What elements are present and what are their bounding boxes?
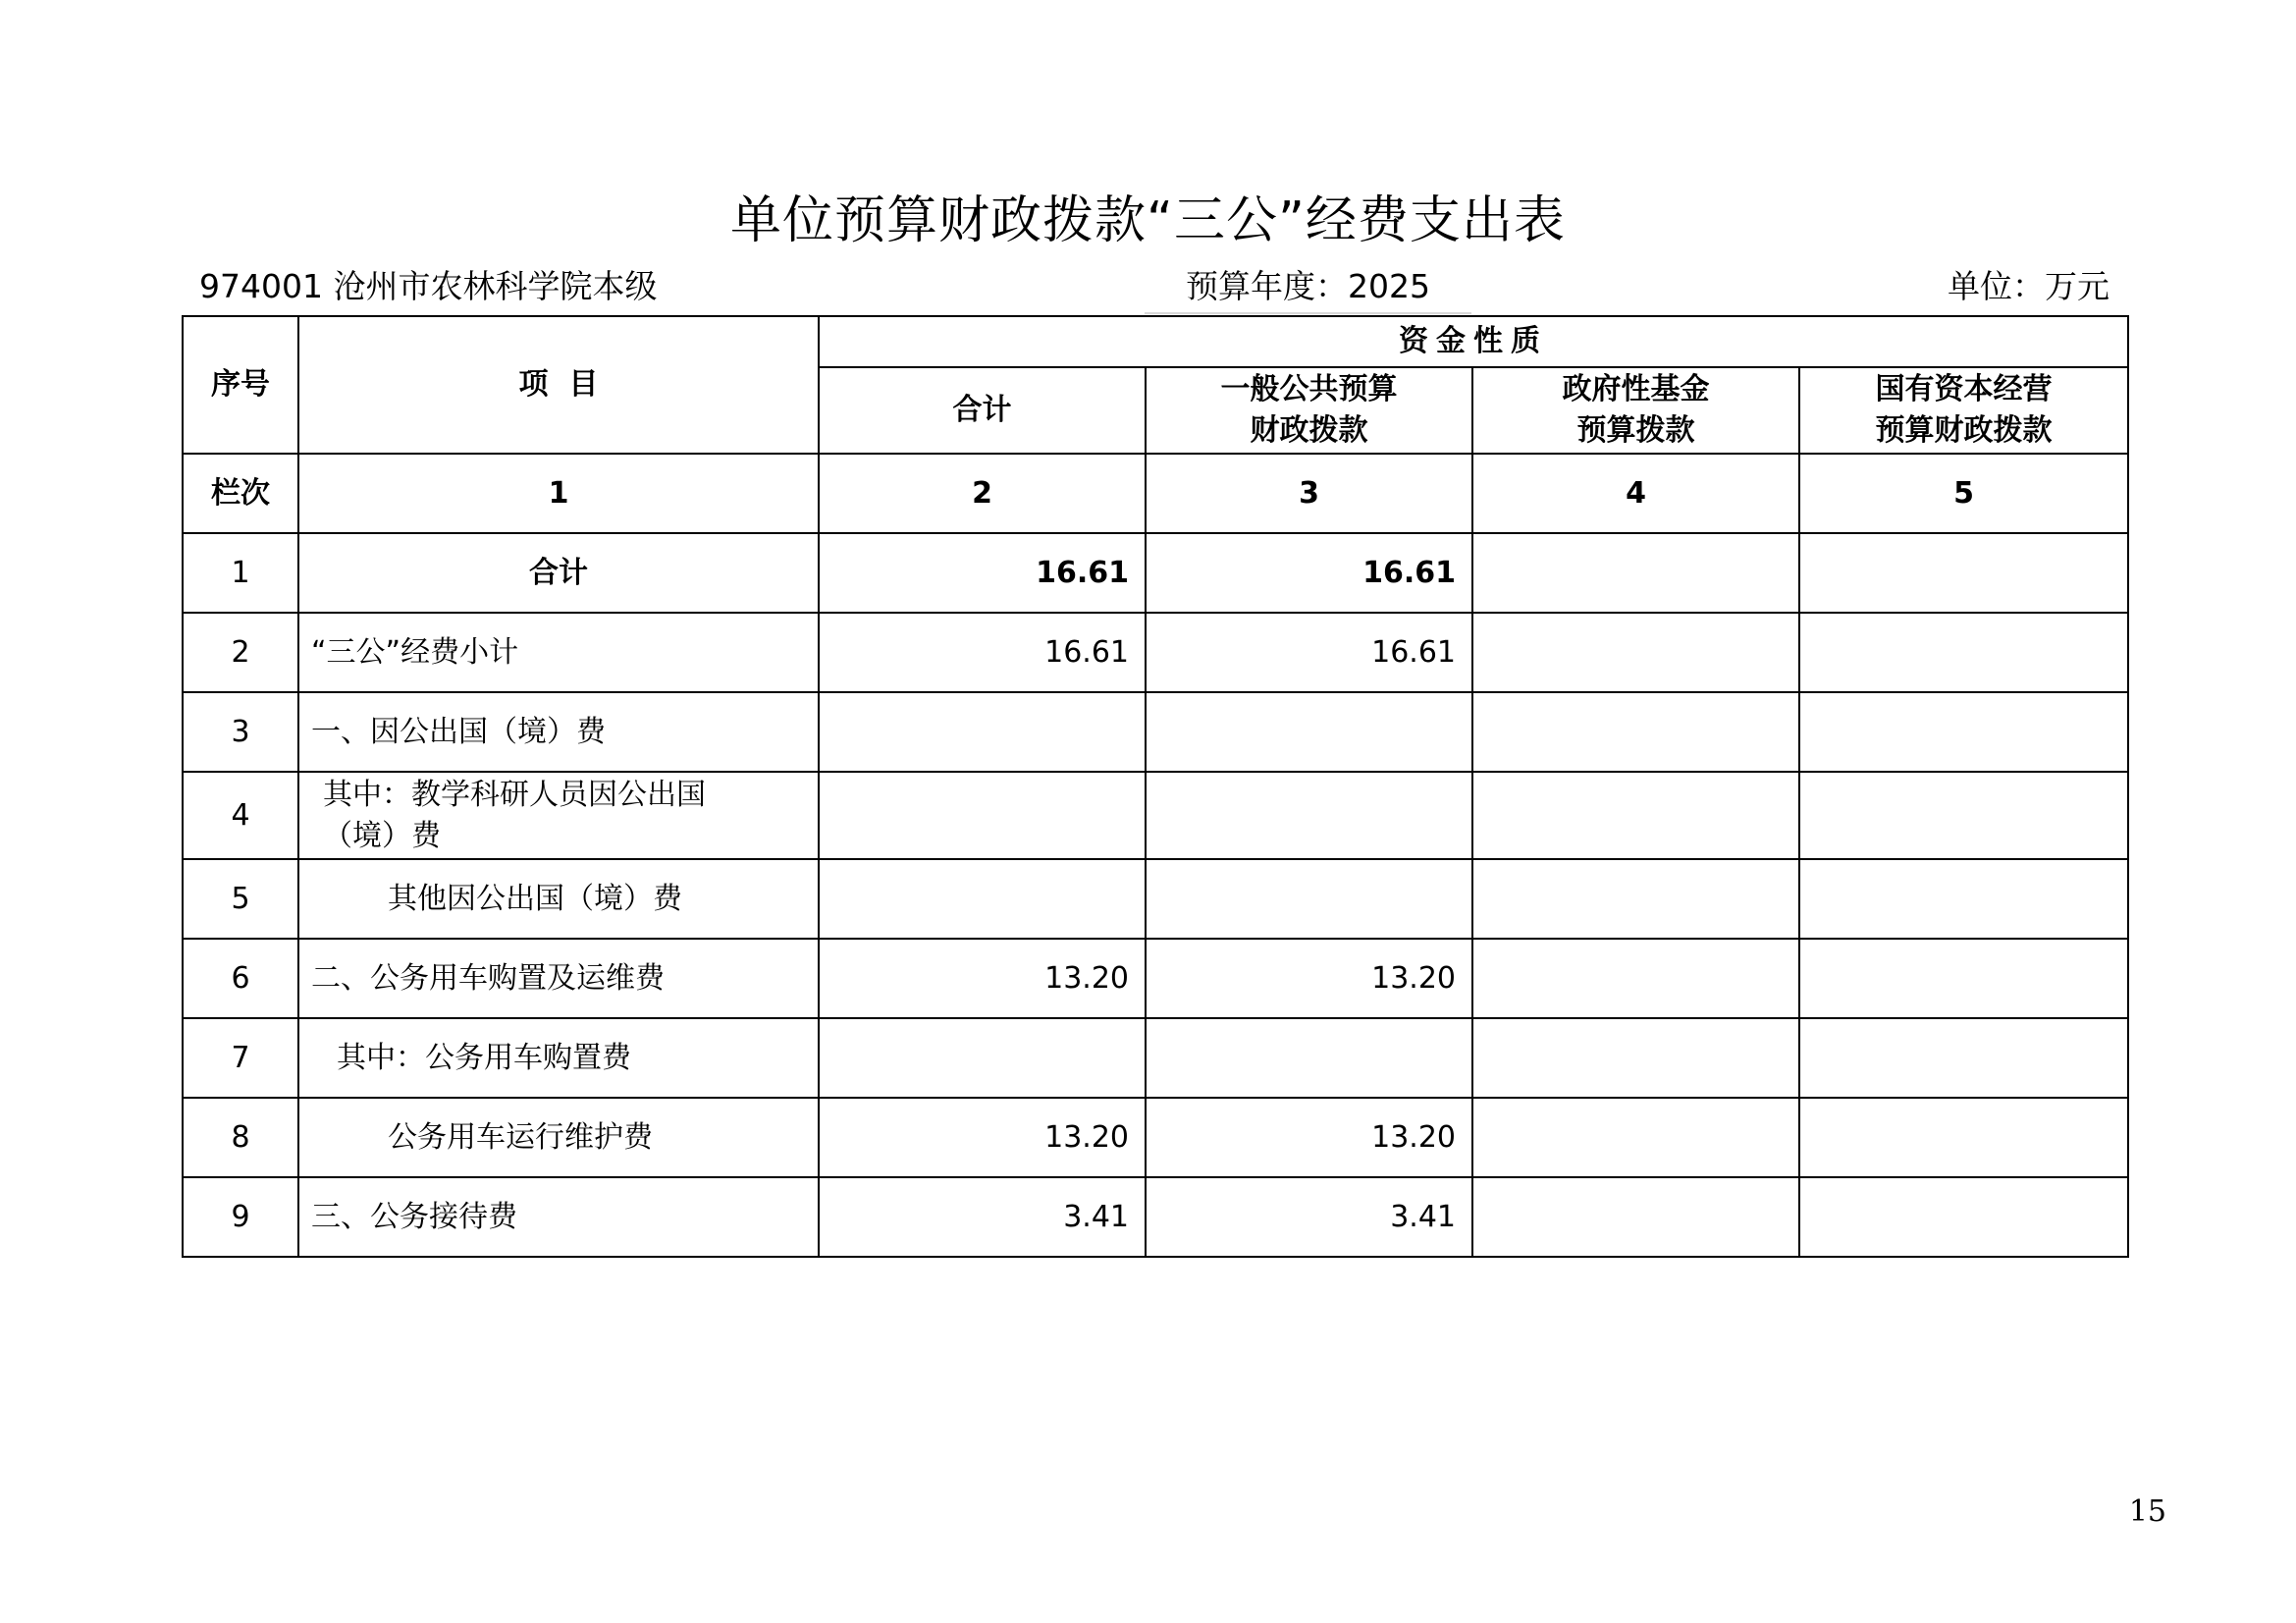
column-index: 5 [1799, 454, 2128, 533]
header-gov-fund [1472, 367, 1799, 454]
row-state-capital [1799, 692, 2128, 772]
row-state-capital [1799, 1098, 2128, 1177]
row-total: 13.20 [819, 939, 1146, 1018]
row-gov-fund [1472, 1098, 1799, 1177]
table-row [183, 613, 2128, 692]
budget-table [182, 315, 2129, 1258]
column-index: 3 [1146, 454, 1472, 533]
row-total: 16.61 [819, 613, 1146, 692]
column-index: 1 [298, 454, 819, 533]
row-gov-fund [1472, 772, 1799, 859]
measure-unit: 单位：万元 [1948, 267, 2109, 305]
row-state-capital [1799, 1018, 2128, 1098]
row-item: 合计 [298, 533, 819, 613]
row-number: 7 [183, 1018, 298, 1098]
row-state-capital [1799, 859, 2128, 939]
header-state-capital-line2: 预算财政拨款 [1875, 413, 2053, 448]
budget-year: 预算年度：2025 [1186, 267, 1430, 305]
row-number: 6 [183, 939, 298, 1018]
header-general-line2: 财政拨款 [1250, 413, 1368, 448]
row-total [819, 1018, 1146, 1098]
row-general-budget [1146, 1018, 1472, 1098]
row-state-capital [1799, 772, 2128, 859]
row-item: 三、公务接待费 [298, 1177, 819, 1257]
row-general-budget: 3.41 [1146, 1177, 1472, 1257]
table-row [183, 939, 2128, 1018]
row-number: 4 [183, 772, 298, 859]
row-general-budget [1146, 859, 1472, 939]
header-general-line1: 一般公共预算 [1220, 372, 1398, 406]
page-title: 单位预算财政拨款“三公”经费支出表 [730, 191, 1566, 250]
table-row [183, 1098, 2128, 1177]
header-seq: 序号 [183, 316, 298, 454]
row-total [819, 692, 1146, 772]
row-item: 一、因公出国（境）费 [298, 692, 819, 772]
row-total [819, 772, 1146, 859]
row-item: 其他因公出国（境）费 [298, 859, 819, 939]
column-index: 4 [1472, 454, 1799, 533]
row-general-budget: 16.61 [1146, 613, 1472, 692]
row-number: 8 [183, 1098, 298, 1177]
row-gov-fund [1472, 613, 1799, 692]
row-gov-fund [1472, 1177, 1799, 1257]
header-gov-fund-line1: 政府性基金 [1562, 372, 1710, 406]
row-general-budget [1146, 772, 1472, 859]
header-fund-nature: 资金性质 [819, 316, 2128, 367]
row-state-capital [1799, 533, 2128, 613]
row-general-budget: 16.61 [1146, 533, 1472, 613]
unit-name: 974001 沧州市农林科学院本级 [199, 267, 658, 305]
column-index-label: 栏次 [183, 454, 298, 533]
row-number: 9 [183, 1177, 298, 1257]
row-item: 其中：公务用车购置费 [298, 1018, 819, 1098]
table-row [183, 692, 2128, 772]
row-number: 5 [183, 859, 298, 939]
row-total: 16.61 [819, 533, 1146, 613]
row-gov-fund [1472, 533, 1799, 613]
row-gov-fund [1472, 939, 1799, 1018]
page-number: 15 [2128, 1494, 2166, 1529]
row-general-budget: 13.20 [1146, 939, 1472, 1018]
table-row [183, 533, 2128, 613]
row-gov-fund [1472, 859, 1799, 939]
header-total: 合计 [819, 367, 1146, 454]
row-general-budget: 13.20 [1146, 1098, 1472, 1177]
row-item: 二、公务用车购置及运维费 [298, 939, 819, 1018]
header-gov-fund-line2: 预算拨款 [1576, 413, 1695, 448]
header-item [298, 316, 819, 454]
row-total: 3.41 [819, 1177, 1146, 1257]
row-gov-fund [1472, 1018, 1799, 1098]
year-underline [1145, 312, 1471, 314]
column-index: 2 [819, 454, 1146, 533]
table-row [183, 1177, 2128, 1257]
row-state-capital [1799, 613, 2128, 692]
table-row [183, 1018, 2128, 1098]
row-number: 3 [183, 692, 298, 772]
row-total: 13.20 [819, 1098, 1146, 1177]
table-row [183, 772, 2128, 859]
row-item: 公务用车运行维护费 [298, 1098, 819, 1177]
row-gov-fund [1472, 692, 1799, 772]
header-row-1 [183, 316, 2128, 367]
row-item: “三公”经费小计 [298, 613, 819, 692]
row-state-capital [1799, 939, 2128, 1018]
header-state-capital [1799, 367, 2128, 454]
header-item-label: 项 目 [518, 367, 599, 402]
header-general-budget [1146, 367, 1472, 454]
row-number: 1 [183, 533, 298, 613]
table-row [183, 859, 2128, 939]
column-index-row [183, 454, 2128, 533]
row-state-capital [1799, 1177, 2128, 1257]
row-general-budget [1146, 692, 1472, 772]
row-total [819, 859, 1146, 939]
header-state-capital-line1: 国有资本经营 [1875, 372, 2053, 406]
row-item: 其中：教学科研人员因公出国（境）费 [298, 772, 819, 859]
row-number: 2 [183, 613, 298, 692]
